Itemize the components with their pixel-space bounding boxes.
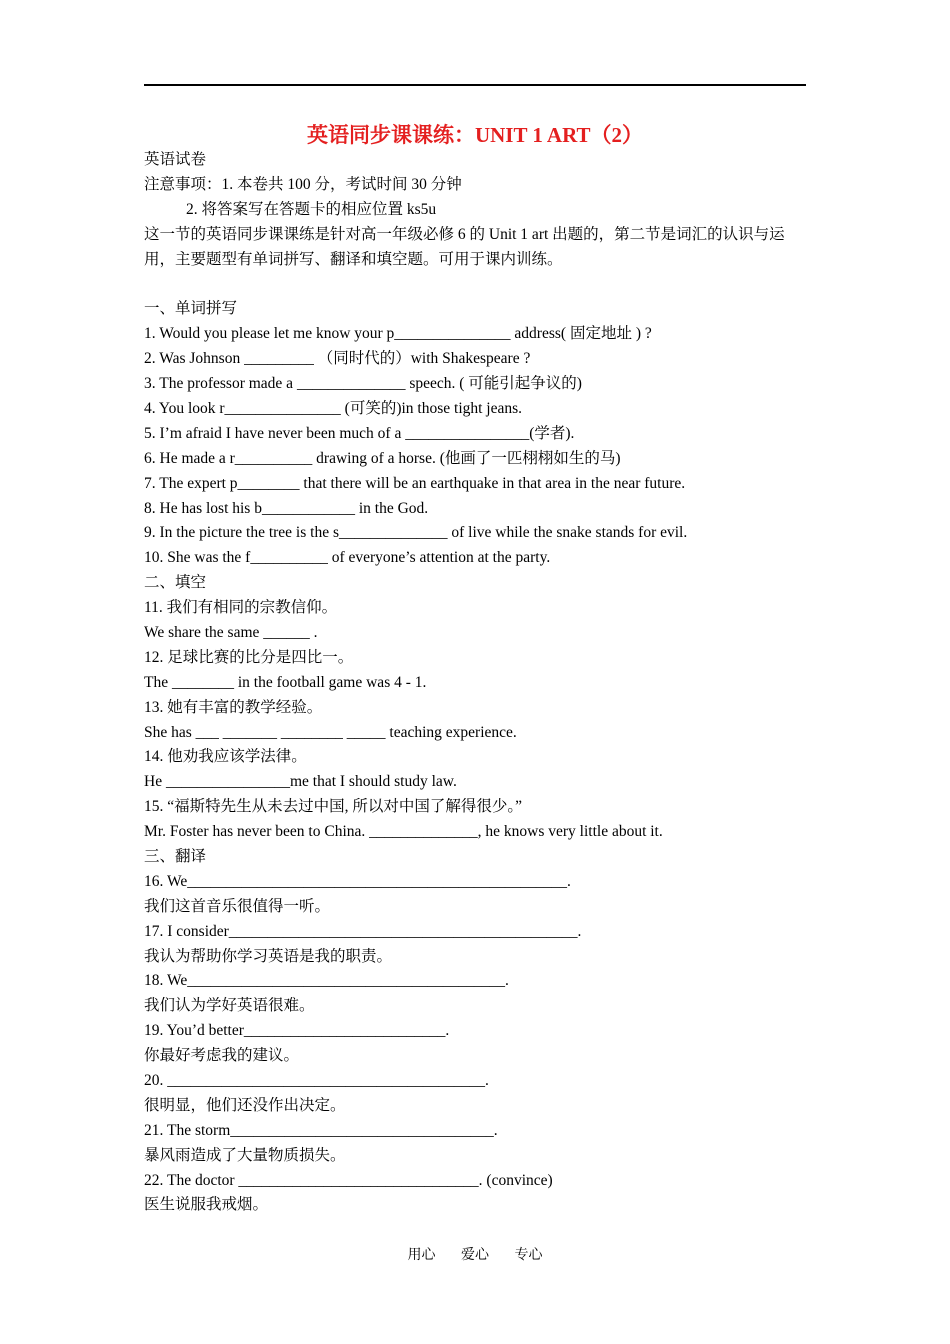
footer-word: 用心 bbox=[407, 1248, 436, 1263]
section-heading: 三、翻译 bbox=[144, 847, 207, 865]
intro-paragraph: 这一节的英语同步课课练是针对高一年级必修 6 的 Unit 1 art 出题的，第二节是词汇的认识与运用，主要题型有单词拼写、翻译和填空题。可用于课内训练。 bbox=[144, 225, 785, 268]
header-rule bbox=[144, 84, 806, 86]
question-line: 暴风雨造成了大量物质损失。 bbox=[144, 1146, 346, 1164]
footer-word: 爱心 bbox=[461, 1248, 489, 1263]
question-line: 3. The professor made a ______________ speech. ( 可能引起争议的) bbox=[144, 375, 582, 393]
question-line: 4. You look r_______________ (可笑的)in those tight jeans. bbox=[144, 399, 523, 417]
question-line: 8. He has lost his b____________ in the God. bbox=[144, 499, 429, 517]
question-line: 我们认为学好英语很难。 bbox=[144, 997, 315, 1015]
notes-line-2: 2. 将答案写在答题卡的相应位置 ks5u bbox=[186, 200, 437, 218]
question-line: 7. The expert p________ that there will be an earthquake in that area in the near future. bbox=[144, 474, 686, 492]
question-line: 15. “福斯特先生从未去过中国, 所以对中国了解得很少。” bbox=[144, 798, 523, 816]
question-line: 16. We_________________________________________________. bbox=[144, 872, 571, 890]
notes-line-1: 注意事项：1. 本卷共 100 分，考试时间 30 分钟 bbox=[144, 175, 462, 193]
question-sections bbox=[144, 297, 810, 1218]
question-line: The ________ in the football game was 4 - 1. bbox=[144, 673, 427, 691]
question-line: 21. The storm__________________________________. bbox=[144, 1121, 498, 1139]
question-line: 我认为帮助你学习英语是我的职责。 bbox=[144, 947, 393, 965]
question-line: 2. Was Johnson _________ （同时代的）with Shakespeare ? bbox=[144, 350, 531, 368]
question-line: 9. In the picture the tree is the s______________ of live while the snake stands for evil. bbox=[144, 524, 688, 542]
question-line: 18. We_________________________________________. bbox=[144, 972, 509, 990]
question-line: 5. I’m afraid I have never been much of a ________________(学者). bbox=[144, 424, 575, 442]
page-title: 英语同步课课练：UNIT 1 ART（2） bbox=[306, 123, 644, 147]
subject-label: 英语试卷 bbox=[144, 151, 207, 168]
spacer bbox=[144, 272, 810, 297]
question-line: 22. The doctor _______________________________. (convince) bbox=[144, 1171, 553, 1189]
section bbox=[144, 571, 810, 845]
question-line: 医生说服我戒烟。 bbox=[144, 1196, 269, 1214]
question-line: 13. 她有丰富的教学经验。 bbox=[144, 698, 323, 716]
section bbox=[144, 297, 810, 571]
question-line: 我们这首音乐很值得一听。 bbox=[144, 897, 331, 915]
question-line: 11. 我们有相同的宗教信仰。 bbox=[144, 599, 338, 617]
question-line: 19. You’d better__________________________. bbox=[144, 1022, 450, 1040]
question-line: He ________________me that I should study law. bbox=[144, 773, 457, 791]
question-line: 10. She was the f__________ of everyone’s attention at the party. bbox=[144, 549, 551, 567]
question-line: 很明显，他们还没作出决定。 bbox=[144, 1096, 346, 1114]
section-heading: 一、单词拼写 bbox=[144, 300, 238, 318]
question-line: She has ___ _______ ________ _____ teaching experience. bbox=[144, 723, 517, 741]
document-body bbox=[144, 148, 810, 1218]
question-line: 20. _________________________________________. bbox=[144, 1071, 489, 1089]
question-line: 12. 足球比赛的比分是四比一。 bbox=[144, 648, 354, 666]
section bbox=[144, 845, 810, 1218]
question-line: Mr. Foster has never been to China. ______________, he knows very little about it. bbox=[144, 823, 663, 841]
question-line: 你最好考虑我的建议。 bbox=[144, 1047, 300, 1065]
question-line: 17. I consider_____________________________________________. bbox=[144, 922, 582, 940]
page-footer bbox=[0, 1246, 950, 1266]
question-line: 1. Would you please let me know your p_______________ address( 固定地址 ) ? bbox=[144, 325, 652, 343]
question-line: We share the same ______ . bbox=[144, 623, 318, 641]
question-line: 14. 他劝我应该学法律。 bbox=[144, 748, 307, 766]
question-line: 6. He made a r__________ drawing of a horse. (他画了一匹栩栩如生的马) bbox=[144, 449, 621, 467]
section-heading: 二、填空 bbox=[144, 574, 207, 592]
footer-word: 专心 bbox=[514, 1248, 543, 1263]
